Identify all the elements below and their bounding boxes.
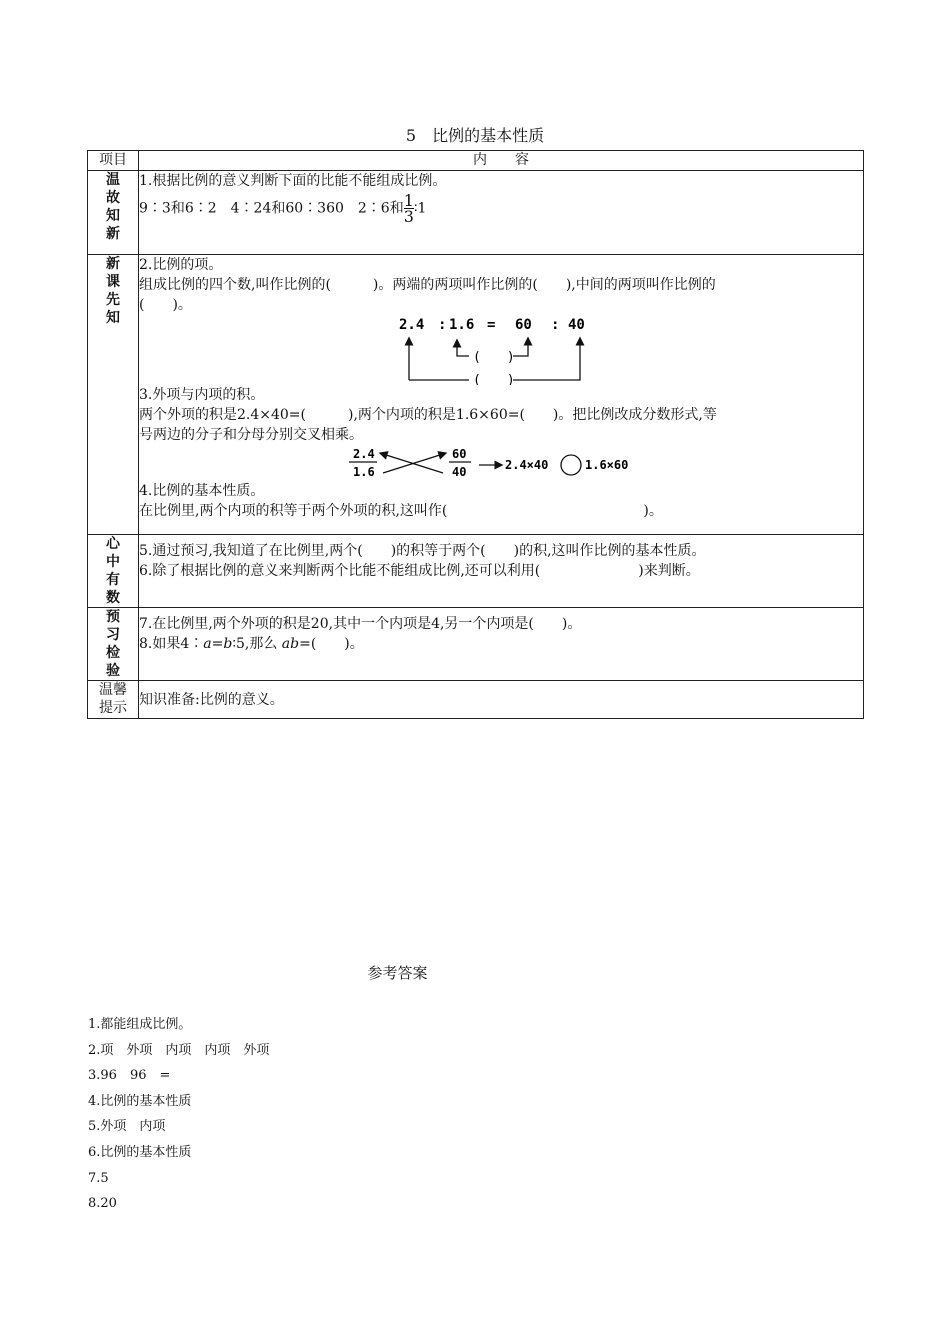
tip-text: 知识准备:比例的意义。	[139, 681, 864, 719]
frac-numerator: 1	[403, 191, 414, 210]
answer-item: 7.5	[88, 1170, 109, 1186]
question-4-line1: 在比例里,两个内项的积等于两个外项的积,这叫作( )。	[139, 503, 663, 519]
answer-item: 4.比例的基本性质	[88, 1093, 192, 1109]
question-3-line2: 号两边的分子和分母分别交叉相乘。	[139, 427, 363, 443]
question-1: 1.根据比例的意义判断下面的比能不能组成比例。	[139, 173, 447, 189]
term-a: 2.4	[399, 317, 425, 333]
section-preview	[88, 255, 864, 535]
question-2-line2: ( )。	[139, 297, 192, 313]
question-2-line1: 组成比例的四个数,叫作比例的( )。两端的两项叫作比例的( ),中间的两项叫作比例的	[139, 277, 716, 293]
compare-circle-blank	[561, 455, 581, 475]
frac2-denominator: 40	[452, 465, 467, 479]
inner-blank: ( )	[473, 350, 515, 365]
worksheet-table	[87, 150, 864, 719]
inner-arrow-right	[513, 341, 528, 356]
question-4-title: 4.比例的基本性质。	[139, 483, 265, 499]
answer-item: 5.外项 内项	[88, 1119, 166, 1135]
section-label-check: 心中有数	[88, 535, 139, 608]
section-content-preview	[139, 255, 864, 535]
section-label-test: 预习检验	[88, 608, 139, 681]
colon-2: :	[551, 317, 560, 333]
frac-denominator: 3	[403, 207, 414, 226]
question-8: 8.如果4∶a=b∶5,那么 ab=( )。	[139, 636, 364, 652]
fraction-one-third	[404, 193, 414, 224]
question-6: 6.除了根据比例的意义来判断两个比能不能组成比例,还可以利用( )来判断。	[139, 563, 700, 579]
term-d: 40	[568, 317, 585, 333]
answer-item: 6.比例的基本性质	[88, 1144, 192, 1160]
answer-item: 8.20	[88, 1196, 117, 1212]
question-7: 7.在比例里,两个外项的积是20,其中一个内项是4,另一个内项是( )。	[139, 616, 582, 632]
section-tip	[88, 681, 864, 719]
section-content-check	[139, 535, 864, 608]
frac1-denominator: 1.6	[353, 465, 375, 479]
section-review	[88, 171, 864, 255]
page-title: 5 比例的基本性质	[405, 126, 545, 145]
outer-arrow-right	[513, 341, 580, 380]
outer-blank: ( )	[473, 373, 515, 385]
ratio-text-b: ∶1	[413, 200, 427, 217]
frac2-numerator: 60	[452, 447, 467, 461]
question-3-title: 3.外项与内项的积。	[139, 387, 265, 403]
product-left: 2.4×40	[505, 458, 549, 472]
section-content-review	[139, 171, 864, 255]
section-label-review: 温故知新	[88, 171, 139, 255]
section-content-test	[139, 608, 864, 681]
header-row	[88, 151, 864, 171]
colon-1: :	[438, 317, 447, 333]
section-test	[88, 608, 864, 681]
equals-sign: =	[487, 317, 496, 333]
answer-item: 1.都能组成比例。	[88, 1017, 192, 1032]
proportion-terms-diagram	[139, 315, 839, 385]
answers-title: 参考答案	[367, 964, 428, 982]
section-check	[88, 535, 864, 608]
header-content: 内 容	[139, 151, 864, 171]
answers-list	[88, 1016, 269, 1221]
inner-line-left	[457, 353, 469, 356]
product-right: 1.6×60	[585, 458, 629, 472]
term-b: 1.6	[449, 317, 475, 333]
ratio-text-a: 9∶3和6∶2 4∶24和60∶360 2∶6和	[139, 200, 404, 217]
cross-multiply-diagram	[139, 445, 839, 481]
section-label-tip: 温馨提示	[88, 681, 139, 719]
term-c: 60	[515, 317, 532, 333]
answer-item: 2.项 外项 内项 内项 外项	[88, 1042, 270, 1058]
question-5: 5.通过预习,我知道了在比例里,两个( )的积等于两个( )的积,这叫作比例的基本性质。	[139, 543, 706, 559]
ratio-list	[139, 193, 863, 224]
question-2-title: 2.比例的项。	[139, 257, 223, 273]
frac1-numerator: 2.4	[353, 447, 375, 461]
header-item: 项目	[88, 151, 139, 171]
section-label-preview: 新课先知	[88, 255, 139, 535]
question-3-line1: 两个外项的积是2.4×40=( ),两个内项的积是1.6×60=( )。把比例改成分数形式,等	[139, 407, 717, 423]
answer-item: 3.96 96 =	[88, 1068, 171, 1084]
